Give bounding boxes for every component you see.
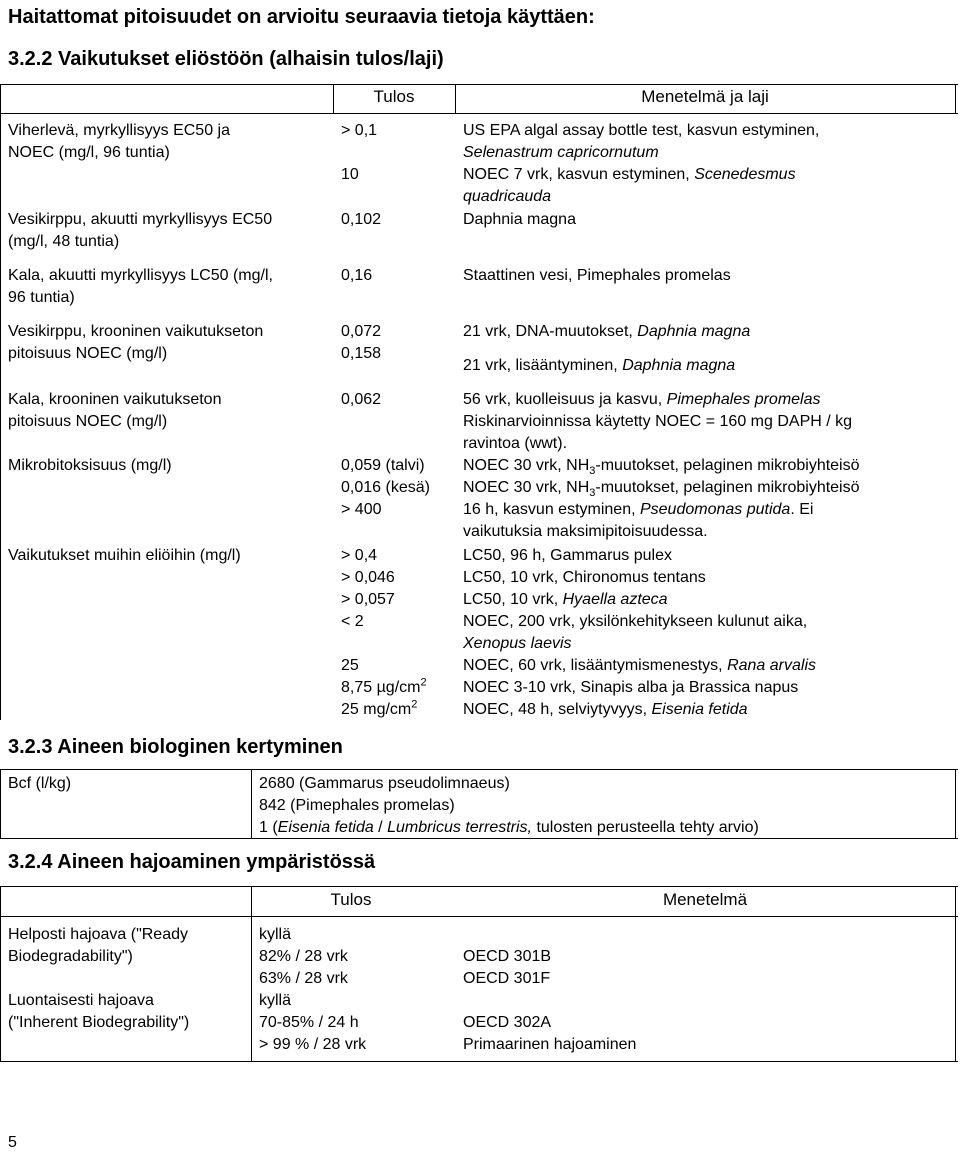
section-322-title: 3.2.2 Vaikutukset eliöstöön (alhaisin tulos/laji) xyxy=(8,48,444,70)
row-result-fish-acute: 0,16 xyxy=(341,267,373,284)
bcf-label: Bcf (l/kg) xyxy=(8,775,72,792)
row-label-daphnia-acute: Vesikirppu, akuutti myrkyllisyys EC50 (mg/l, 48 tuntia) xyxy=(8,211,273,250)
row-method-daphnia-acute: Daphnia magna xyxy=(463,211,576,228)
row-label-fish-chronic: Kala, krooninen vaikutukseton pitoisuus NOEC (mg/l) xyxy=(8,391,222,430)
header-menetelma-ja-laji: Menetelmä ja laji xyxy=(641,87,769,106)
header-tulos: Tulos xyxy=(373,87,415,106)
row-method-daphnia-chronic-2: 21 vrk, lisääntyminen, Daphnia magna xyxy=(463,357,736,374)
row-method-fish-chronic: 56 vrk, kuolleisuus ja kasvu, Pimephales promelas Riskinarvioinnissa käytetty NOEC = 160 mg DAPH / kg ravintoa (wwt). xyxy=(463,391,853,452)
row-label-inherent-biodegradability: Luontaisesti hajoava ("Inherent Biodegrability") xyxy=(8,992,190,1031)
row-label-daphnia-chronic: Vesikirppu, krooninen vaikutukseton pitoisuus NOEC (mg/l) xyxy=(8,323,264,362)
row-label-ready-biodegradability: Helposti hajoava ("Ready Biodegradability") xyxy=(8,926,188,965)
row-label-fish-acute: Kala, akuutti myrkyllisyys LC50 (mg/l, 96 tuntia) xyxy=(8,267,273,306)
row-result-green-algae: > 0,1 10 xyxy=(341,122,378,183)
header-menetelma: Menetelmä xyxy=(662,890,748,909)
row-method-fish-acute: Staattinen vesi, Pimephales promelas xyxy=(463,267,731,284)
header-tulos-2: Tulos xyxy=(330,890,372,909)
row-method-other-organisms: LC50, 96 h, Gammarus pulex LC50, 10 vrk, Chironomus tentans LC50, 10 vrk, Hyaella azteca NOEC, 200 vrk, yksilönkehitykseen kulunut aika, Xenopus laevis NOEC, 60 vrk, lisääntymismenestys, Rana arvalis NOEC 3-10 vrk, Sinapis alba ja Brassica napus NOEC, 48 h, selviytyvyys, Eisenia fetida xyxy=(463,547,817,718)
row-result-ready-biodegradability: kyllä 82% / 28 vrk 63% / 28 vrk xyxy=(259,926,348,987)
row-label-microbial-toxicity: Mikrobitoksisuus (mg/l) xyxy=(8,457,172,474)
row-result-daphnia-chronic: 0,072 0,158 xyxy=(341,323,382,362)
section-324-title: 3.2.4 Aineen hajoaminen ympäristössä xyxy=(8,851,376,873)
row-result-other-organisms: > 0,4 > 0,046 > 0,057 < 2 25 8,75 $\mu g/cm^2$ 25 $mg/cm^2$ xyxy=(341,547,427,718)
row-method-inherent-biodegradability: OECD 302A Primaarinen hajoaminen xyxy=(463,1014,637,1053)
row-result-fish-chronic: 0,062 xyxy=(341,391,382,408)
row-method-daphnia-chronic-1: 21 vrk, DNA-muutokset, Daphnia magna xyxy=(463,323,751,340)
row-label-other-organisms: Vaikutukset muihin eliöihin (mg/l) xyxy=(8,547,241,564)
row-result-daphnia-acute: 0,102 xyxy=(341,211,382,228)
row-result-microbial-toxicity: 0,059 (talvi) 0,016 (kesä) > 400 xyxy=(341,457,430,518)
row-method-ready-biodegradability: OECD 301B OECD 301F xyxy=(463,948,552,987)
row-label-green-algae: Viherlevä, myrkyllisyys EC50 ja NOEC (mg/l, 96 tuntia) xyxy=(8,122,230,161)
row-method-microbial-toxicity: NOEC 30 vrk, $NH_3$-muutokset, pelaginen mikrobiyhteisö NOEC 30 vrk, $NH_3$-muutokset, pelaginen mikrobiyhteisö 16 h, kasvun estyminen, Pseudomonas putida. Ei vaikutuksia maksimipitoisuudessa. xyxy=(463,457,860,540)
page-number: 5 xyxy=(8,1134,17,1151)
row-result-inherent-biodegradability: kyllä 70-85% / 24 h > 99 % / 28 vrk xyxy=(259,992,367,1053)
section-323-title: 3.2.3 Aineen biologinen kertyminen xyxy=(8,736,343,758)
bcf-values: 2680 (Gammarus pseudolimnaeus) 842 (Pimephales promelas) 1 (Eisenia fetida / Lumbricus terrestris, tulosten perusteella tehty arvio) xyxy=(259,775,759,836)
row-method-green-algae: US EPA algal assay bottle test, kasvun estyminen, Selenastrum capricornutum NOEC 7 vrk, kasvun estyminen, Scenedesmus quadricauda xyxy=(463,122,820,205)
document-heading: Haitattomat pitoisuudet on arvioitu seuraavia tietoja käyttäen: xyxy=(8,6,595,28)
